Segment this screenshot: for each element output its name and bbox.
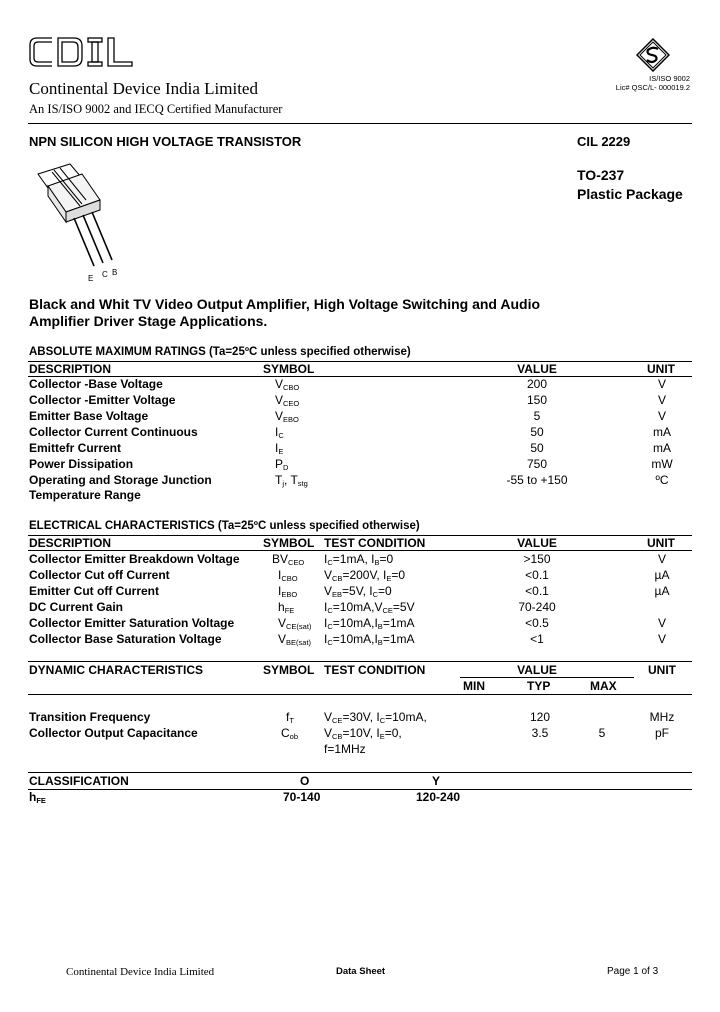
table-cell-description: DC Current Gain bbox=[29, 600, 124, 614]
table-row bbox=[0, 726, 720, 742]
symbol-letter: h bbox=[278, 600, 285, 614]
table-cell-symbol bbox=[281, 726, 298, 741]
table-cell-value: -55 to +150 bbox=[506, 473, 568, 487]
table-cell-unit: V bbox=[657, 616, 666, 630]
test-part: =10mA,I bbox=[332, 616, 378, 630]
test-subscript: EB bbox=[332, 590, 343, 599]
iso-certification-seal-icon bbox=[636, 38, 670, 72]
header-divider bbox=[28, 123, 692, 124]
table-cell-value: >150 bbox=[523, 552, 551, 566]
class-col-o: O bbox=[300, 774, 310, 788]
table-cell-symbol bbox=[275, 457, 288, 472]
col-description: DESCRIPTION bbox=[29, 536, 112, 550]
table-cell-test-condition bbox=[324, 568, 405, 583]
test-subscript: C bbox=[327, 638, 333, 647]
abs-max-row-continuation bbox=[0, 488, 720, 504]
certification-line: An IS/ISO 9002 and IECQ Certified Manufacturer bbox=[29, 102, 283, 116]
symbol-subscript: stg bbox=[297, 479, 308, 488]
pin-label-base: B bbox=[112, 268, 118, 277]
applications-line-2: Amplifier Driver Stage Applications. bbox=[29, 313, 268, 329]
table-row bbox=[0, 441, 720, 457]
hfe-symbol: h bbox=[29, 790, 37, 804]
class-o-value: 70-140 bbox=[283, 790, 321, 804]
table-cell-symbol bbox=[272, 552, 304, 567]
table-cell-test-condition bbox=[324, 552, 393, 567]
table-cell-unit: pF bbox=[654, 726, 669, 740]
test-subscript: B bbox=[374, 558, 380, 567]
table-cell-symbol bbox=[275, 441, 283, 456]
table-cell-unit: mW bbox=[651, 457, 673, 471]
table-row bbox=[0, 710, 720, 726]
product-title: NPN SILICON HIGH VOLTAGE TRANSISTOR bbox=[29, 134, 302, 149]
electrical-heading: ELECTRICAL CHARACTERISTICS (Ta=25ºC unless specified otherwise) bbox=[29, 520, 420, 532]
test-subscript: E bbox=[386, 574, 392, 583]
part-number: CIL 2229 bbox=[577, 134, 631, 149]
table-cell-symbol bbox=[275, 409, 299, 424]
pin-label-collector: C bbox=[102, 270, 108, 279]
symbol-letter: V bbox=[278, 616, 287, 630]
col-symbol: SYMBOL bbox=[263, 362, 315, 376]
col-typ: TYP bbox=[527, 679, 551, 693]
table-cell-value: 200 bbox=[526, 377, 548, 391]
value-subheader-rule bbox=[460, 677, 634, 678]
table-cell-value: <0.5 bbox=[525, 616, 549, 630]
test-part: =10V, I bbox=[342, 726, 380, 740]
table-cell-unit: V bbox=[657, 632, 666, 646]
table-cell-typ: 120 bbox=[529, 710, 551, 724]
test-subscript: CE bbox=[382, 606, 393, 615]
table-cell-value: <0.1 bbox=[525, 584, 549, 598]
iso-license-label: Lic# QSC/L- 000019.2 bbox=[615, 83, 690, 92]
table-cell-value: 150 bbox=[526, 393, 548, 407]
test-part: =10mA,V bbox=[332, 600, 383, 614]
test-subscript: C bbox=[327, 558, 333, 567]
table-cell-description: Collector -Emitter Voltage bbox=[29, 393, 176, 407]
test-part: I bbox=[324, 552, 328, 566]
table-cell-unit: µA bbox=[654, 584, 670, 598]
symbol-letter: I bbox=[275, 441, 279, 455]
table-row bbox=[0, 393, 720, 409]
table-cell-value: 750 bbox=[526, 457, 548, 471]
symbol-subscript: C bbox=[278, 431, 284, 440]
col-value: VALUE bbox=[517, 536, 557, 550]
symbol-subscript: FE bbox=[284, 606, 295, 615]
classification-heading: CLASSIFICATION bbox=[29, 774, 129, 788]
symbol-letter: V bbox=[275, 409, 284, 423]
class-y-value: 120-240 bbox=[416, 790, 461, 804]
test-subscript: C bbox=[327, 622, 333, 631]
table-row bbox=[0, 409, 720, 425]
col-min: MIN bbox=[463, 679, 485, 693]
test-subscript: C bbox=[327, 606, 333, 615]
test-part: =0 bbox=[391, 568, 406, 582]
table-cell-description: Power Dissipation bbox=[29, 457, 134, 471]
col-unit: UNIT bbox=[648, 663, 676, 677]
test-part: I bbox=[324, 632, 328, 646]
table-cell-unit: V bbox=[657, 552, 666, 566]
table-cell-test-condition bbox=[324, 616, 415, 631]
test-part: =10mA,I bbox=[332, 632, 378, 646]
test-part: =0 bbox=[379, 552, 394, 566]
table-cell-description: Collector Current Continuous bbox=[29, 425, 198, 439]
test-part: =0 bbox=[378, 584, 392, 598]
test-subscript: E bbox=[379, 732, 385, 741]
col-test-condition: TEST CONDITION bbox=[324, 663, 426, 677]
hfe-subscript: FE bbox=[36, 796, 46, 805]
applications-line-1: Black and Whit TV Video Output Amplifier, High Voltage Switching and Audio bbox=[29, 296, 541, 312]
symbol-subscript: T bbox=[289, 716, 294, 725]
test-part: =1mA, I bbox=[332, 552, 375, 566]
col-value: VALUE bbox=[517, 663, 557, 677]
test-part: =0, bbox=[384, 726, 402, 740]
company-name: Continental Device India Limited bbox=[29, 79, 258, 98]
test-subscript: CB bbox=[332, 574, 343, 583]
absolute-max-heading: ABSOLUTE MAXIMUM RATINGS (Ta=25ºC unless specified otherwise) bbox=[29, 346, 411, 358]
symbol-subscript: ob bbox=[289, 732, 299, 741]
iso-standard-label: IS/ISO 9002 bbox=[649, 74, 690, 83]
col-symbol: SYMBOL bbox=[263, 536, 315, 550]
dyn-row-continuation bbox=[0, 742, 720, 758]
table-cell-description: Temperature Range bbox=[29, 488, 141, 502]
table-cell-symbol bbox=[278, 568, 298, 583]
test-part: =1mA bbox=[382, 616, 415, 630]
table-cell-symbol bbox=[278, 600, 294, 615]
symbol-subscript: CBO bbox=[281, 574, 298, 583]
col-unit: UNIT bbox=[647, 362, 675, 376]
symbol-subscript: EBO bbox=[283, 415, 299, 424]
class-hfe-row bbox=[0, 790, 720, 806]
table-cell-unit: MHz bbox=[649, 710, 675, 724]
applications-text bbox=[29, 296, 589, 330]
test-part: I bbox=[324, 600, 328, 614]
table-cell-symbol bbox=[286, 710, 294, 725]
table-cell-unit: mA bbox=[653, 441, 671, 455]
table-cell-unit: V bbox=[657, 393, 666, 407]
symbol-letter: P bbox=[275, 457, 284, 471]
table-cell-typ: 3.5 bbox=[531, 726, 549, 740]
test-part: =200V, I bbox=[342, 568, 387, 582]
table-row bbox=[0, 600, 720, 616]
table-cell-unit: µA bbox=[654, 568, 670, 582]
table-cell-test-condition bbox=[324, 600, 415, 615]
dynamic-heading: DYNAMIC CHARACTERISTICS bbox=[29, 663, 203, 677]
table-row bbox=[0, 377, 720, 393]
symbol-subscript: CBO bbox=[283, 383, 300, 392]
table-cell-max: 5 bbox=[598, 726, 606, 740]
col-max: MAX bbox=[590, 679, 617, 693]
footer-page-number: Page 1 of 3 bbox=[607, 966, 659, 977]
table-cell-value: 70-240 bbox=[518, 600, 556, 614]
table-cell-unit: V bbox=[657, 409, 666, 423]
cdil-logo bbox=[28, 33, 136, 71]
table-cell-symbol bbox=[278, 632, 311, 647]
symbol-subscript: CE(sat) bbox=[286, 622, 312, 631]
test-subscript: C bbox=[372, 590, 379, 599]
package-material: Plastic Package bbox=[577, 186, 683, 202]
table-cell-description: Emittefr Current bbox=[29, 441, 122, 455]
symbol-letter: V bbox=[278, 632, 287, 646]
symbol-subscript: E bbox=[278, 447, 284, 456]
symbol-letter: I bbox=[275, 425, 279, 439]
table-cell-description: Transition Frequency bbox=[29, 710, 151, 724]
table-cell-description: Operating and Storage Junction bbox=[29, 473, 212, 487]
to-237-package-icon bbox=[30, 162, 140, 282]
elec-rule-header bbox=[28, 550, 692, 551]
table-cell-description: Emitter Cut off Current bbox=[29, 584, 159, 598]
symbol-letter: , T bbox=[284, 473, 298, 487]
symbol-letter: f bbox=[286, 710, 290, 724]
table-cell-description: Collector Cut off Current bbox=[29, 568, 170, 582]
test-part: I bbox=[324, 616, 328, 630]
test-part: =30V, I bbox=[342, 710, 380, 724]
dyn-subheader-row bbox=[0, 679, 720, 695]
table-cell-description: Collector Base Saturation Voltage bbox=[29, 632, 222, 646]
test-subscript: CB bbox=[332, 732, 343, 741]
footer-data-sheet: Data Sheet bbox=[336, 966, 386, 977]
col-test-condition: TEST CONDITION bbox=[324, 536, 426, 550]
symbol-subscript: j bbox=[282, 479, 285, 488]
table-cell-description: Collector Emitter Breakdown Voltage bbox=[29, 552, 240, 566]
table-cell-value: <1 bbox=[530, 632, 544, 646]
package-type: TO-237 bbox=[577, 167, 625, 183]
symbol-letter: V bbox=[275, 393, 284, 407]
table-cell-test-condition bbox=[324, 584, 392, 599]
test-part: =5V bbox=[392, 600, 415, 614]
table-cell-test-condition bbox=[324, 632, 415, 647]
table-cell-value: 50 bbox=[530, 425, 544, 439]
table-cell-unit: ºC bbox=[655, 473, 669, 487]
table-cell-unit: mA bbox=[653, 425, 671, 439]
table-cell-symbol bbox=[278, 616, 311, 631]
table-cell-description: Collector -Base Voltage bbox=[29, 377, 163, 391]
table-cell-value: 50 bbox=[530, 441, 544, 455]
col-description: DESCRIPTION bbox=[29, 362, 112, 376]
table-row bbox=[0, 616, 720, 632]
table-cell-test-condition bbox=[324, 710, 427, 725]
symbol-subscript: CEO bbox=[283, 399, 300, 408]
table-row bbox=[0, 457, 720, 473]
col-symbol: SYMBOL bbox=[263, 663, 315, 677]
symbol-letter: T bbox=[275, 473, 283, 487]
symbol-subscript: CEO bbox=[288, 558, 305, 567]
test-part: =10mA, bbox=[385, 710, 427, 724]
footer-company: Continental Device India Limited bbox=[66, 966, 215, 978]
symbol-subscript: D bbox=[283, 463, 289, 472]
table-row bbox=[0, 568, 720, 584]
test-subscript: CE bbox=[332, 716, 343, 725]
symbol-letter: I bbox=[278, 568, 282, 582]
table-cell-test-condition: f=1MHz bbox=[324, 742, 366, 756]
table-cell-symbol bbox=[275, 393, 299, 408]
table-cell-description: Collector Output Capacitance bbox=[29, 726, 198, 740]
dyn-rule-header bbox=[28, 694, 692, 695]
table-cell-symbol bbox=[275, 473, 308, 488]
test-part: =1mA bbox=[382, 632, 415, 646]
class-rule-top bbox=[28, 772, 692, 773]
table-row bbox=[0, 552, 720, 568]
table-cell-symbol bbox=[275, 377, 299, 392]
col-unit: UNIT bbox=[647, 536, 675, 550]
table-cell-symbol bbox=[278, 584, 297, 599]
test-part: V bbox=[324, 710, 333, 724]
table-row bbox=[0, 584, 720, 600]
symbol-subscript: BE(sat) bbox=[286, 638, 312, 647]
table-cell-test-condition bbox=[324, 726, 402, 741]
test-subscript: B bbox=[377, 638, 383, 647]
pin-label-emitter: E bbox=[88, 274, 94, 283]
test-part: V bbox=[324, 584, 333, 598]
symbol-letter: V bbox=[275, 377, 284, 391]
table-cell-symbol bbox=[275, 425, 284, 440]
table-cell-value: 5 bbox=[533, 409, 541, 423]
symbol-letter: I bbox=[278, 584, 282, 598]
test-part: V bbox=[324, 726, 333, 740]
symbol-letter: BV bbox=[272, 552, 289, 566]
test-part: =5V, I bbox=[342, 584, 373, 598]
class-header-row bbox=[0, 774, 720, 790]
symbol-letter: C bbox=[281, 726, 290, 740]
table-row bbox=[0, 632, 720, 648]
table-row bbox=[0, 473, 720, 489]
dyn-rule-top bbox=[28, 661, 692, 662]
col-value: VALUE bbox=[517, 362, 557, 376]
class-col-y: Y bbox=[432, 774, 441, 788]
table-cell-value: <0.1 bbox=[525, 568, 549, 582]
table-cell-unit: V bbox=[657, 377, 666, 391]
class-row-label bbox=[29, 790, 46, 805]
table-cell-description: Emitter Base Voltage bbox=[29, 409, 149, 423]
symbol-subscript: EBO bbox=[281, 590, 298, 599]
test-part: V bbox=[324, 568, 333, 582]
table-row bbox=[0, 425, 720, 441]
test-subscript: C bbox=[379, 716, 386, 725]
table-cell-description: Collector Emitter Saturation Voltage bbox=[29, 616, 235, 630]
test-subscript: B bbox=[377, 622, 383, 631]
